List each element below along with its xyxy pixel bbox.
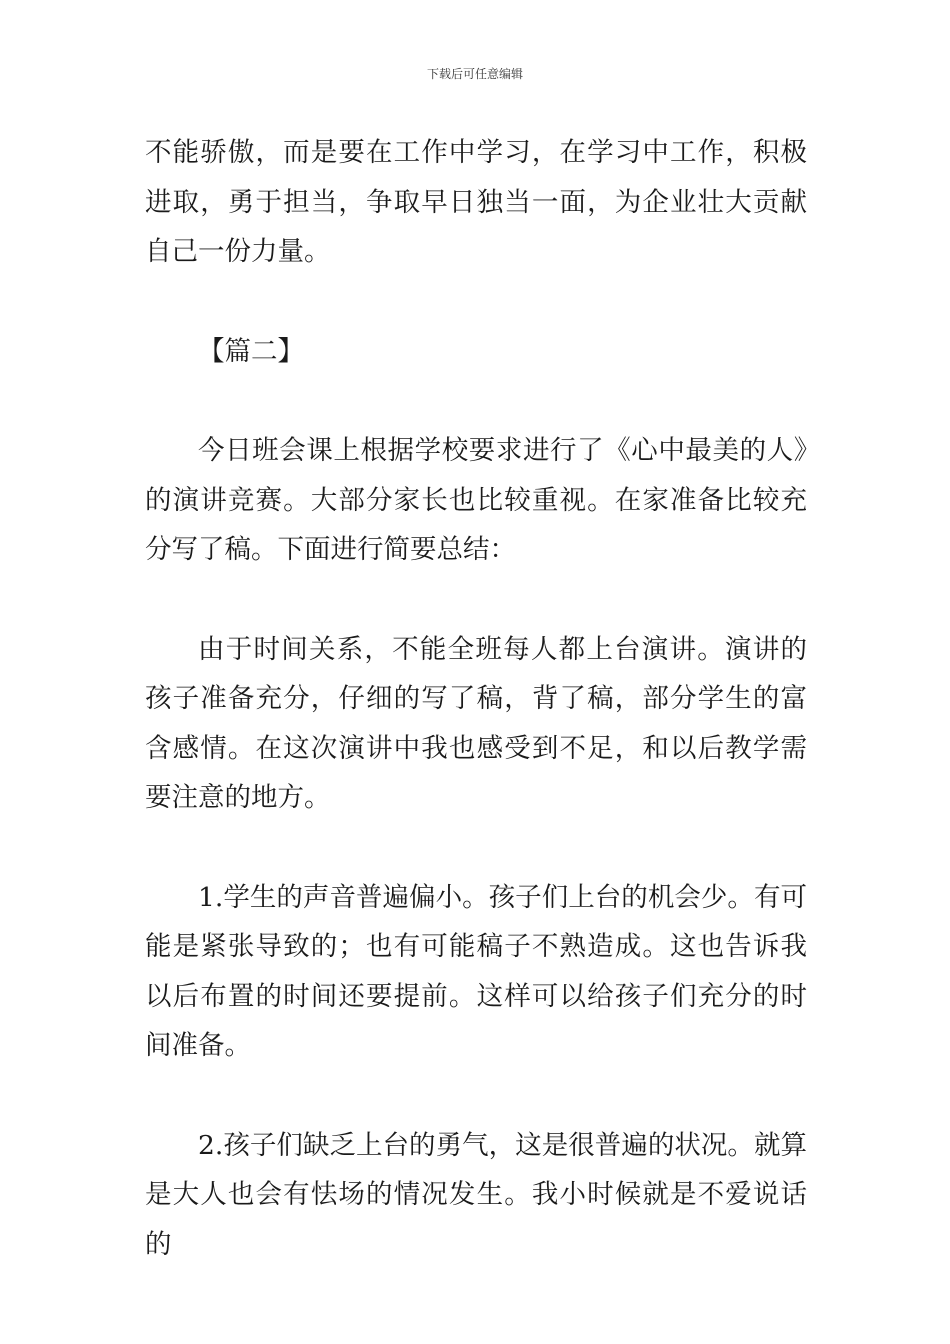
paragraph-point-1: 1.学生的声音普遍偏小。孩子们上台的机会少。有可能是紧张导致的；也有可能稿子不熟造成。这也告诉我以后布置的时间还要提前。这样可以给孩子们充分的时间准备。 — [145, 881, 807, 1061]
document-body — [145, 128, 807, 1269]
paragraph-continuation: 不能骄傲，而是要在工作中学习，在学习中工作，积极进取，勇于担当，争取早日独当一面，为企业壮大贡献自己一份力量。 — [145, 137, 807, 267]
paragraph-reflection: 由于时间关系，不能全班每人都上台演讲。演讲的孩子准备充分，仔细的写了稿，背了稿，部分学生的富含感情。在这次演讲中我也感受到不足，和以后教学需要注意的地方。 — [145, 633, 807, 813]
paragraph-point-2: 2.孩子们缺乏上台的勇气，这是很普遍的状况。就算是大人也会有怯场的情况发生。我小时候就是不爱说话的 — [145, 1129, 807, 1260]
section-heading: 【篇二】 — [198, 335, 304, 367]
paragraph-intro: 今日班会课上根据学校要求进行了《心中最美的人》的演讲竞赛。大部分家长也比较重视。在家准备比较充分写了稿。下面进行简要总结： — [145, 435, 807, 565]
page-header: 下载后可任意编辑 — [426, 67, 523, 81]
